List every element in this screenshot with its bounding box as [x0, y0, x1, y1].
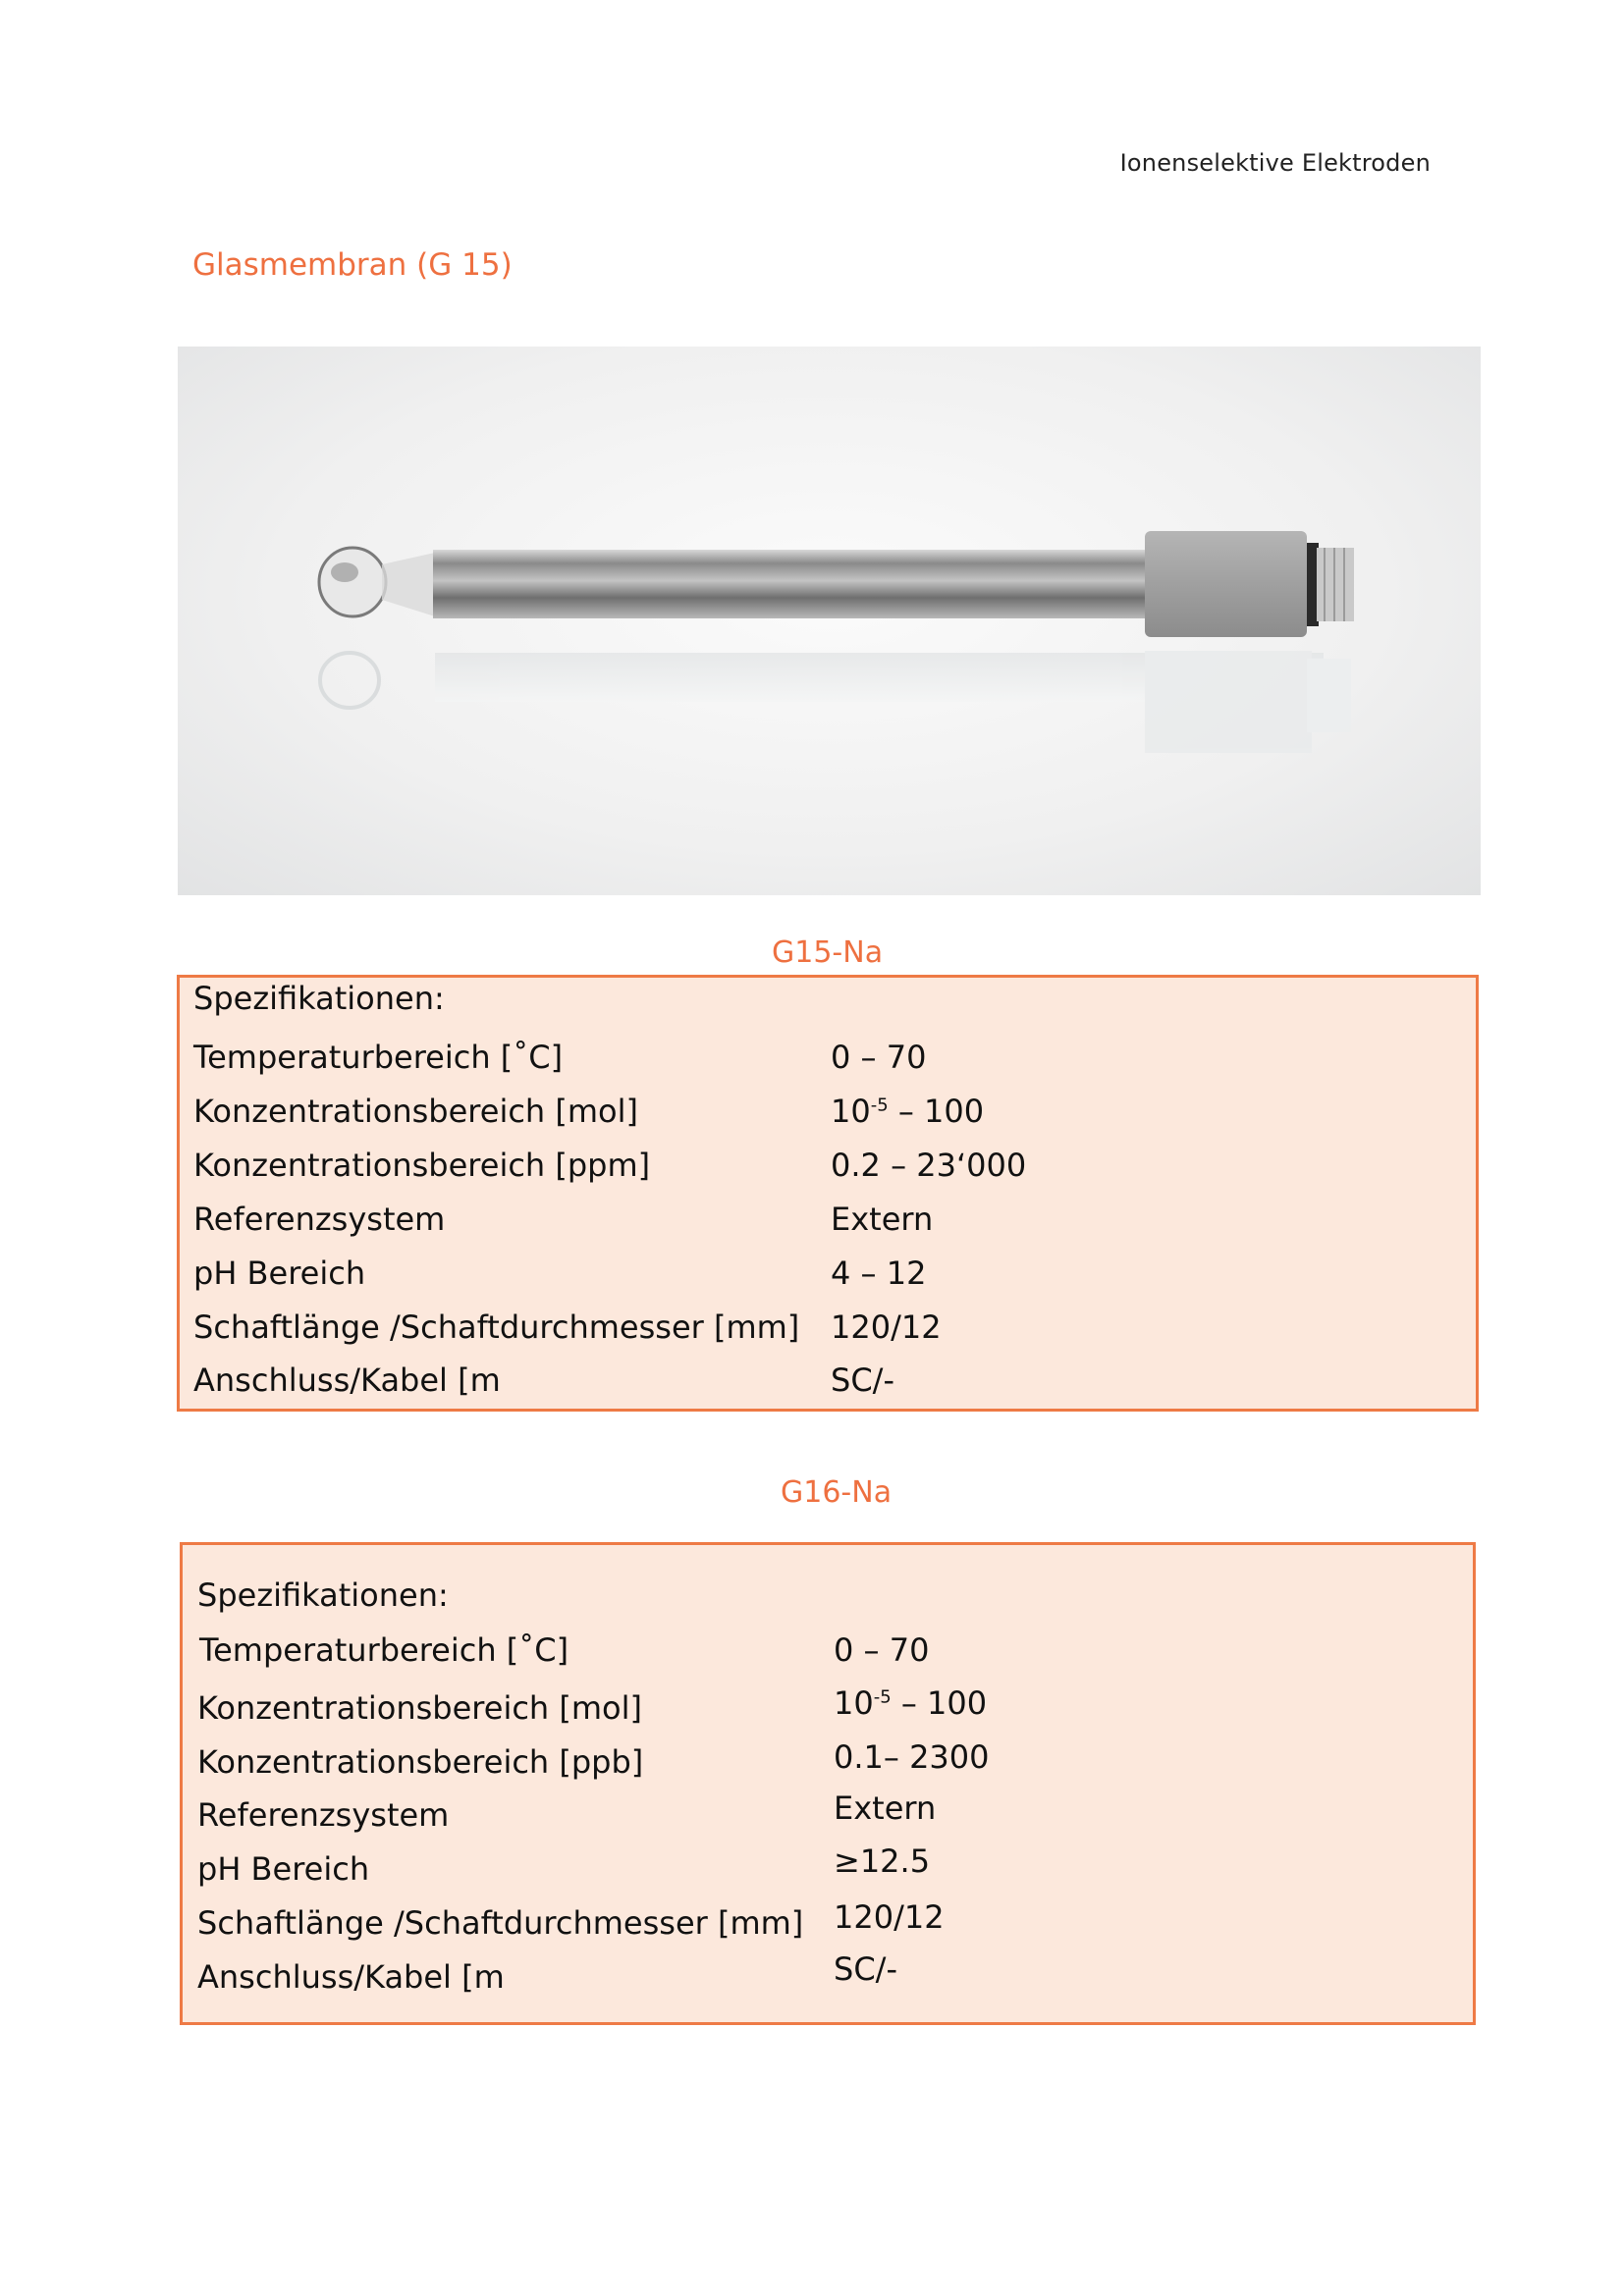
- spec-value: $10^{-5} - 100$: [831, 1093, 985, 1130]
- spec-value: 120/12: [831, 1308, 942, 1346]
- spec-label: pH Bereich: [193, 1255, 366, 1292]
- spec-value: 4 – 12: [831, 1255, 927, 1292]
- spec-heading: Spezifikationen:: [193, 980, 445, 1017]
- spec-value: 0 – 70: [834, 1631, 930, 1669]
- spec-value: SC/-: [834, 1950, 897, 1988]
- spec-row: [193, 1147, 1027, 1184]
- spec-row: [197, 1738, 990, 1781]
- spec-label: Konzentrationsbereich [ppm]: [193, 1147, 651, 1184]
- spec-label: Temperaturbereich [˚C]: [199, 1631, 569, 1669]
- spec-row: [197, 1684, 988, 1727]
- reflection: [320, 651, 1351, 753]
- spec-row: [193, 1362, 894, 1399]
- spec-row: [193, 1039, 927, 1076]
- spec-row: [197, 1789, 937, 1834]
- spec-heading: Spezifikationen:: [197, 1576, 449, 1614]
- spec-row: [197, 1950, 897, 1996]
- spec-row: [193, 1201, 934, 1238]
- spec-row: [197, 1842, 931, 1888]
- product-title: G16-Na: [781, 1475, 893, 1510]
- spec-value: Extern: [834, 1789, 937, 1827]
- spec-value: 0.2 – 23‘000: [831, 1147, 1027, 1184]
- electrode-illustration: [178, 347, 1481, 895]
- product-title: G15-Na: [772, 935, 884, 970]
- spec-row: [193, 1093, 985, 1130]
- spec-row: [193, 1255, 927, 1292]
- spec-value: Extern: [831, 1201, 934, 1238]
- spec-box: [177, 975, 1479, 1412]
- section-title: Glasmembran (G 15): [192, 247, 513, 283]
- spec-label: Schaftlänge /Schaftdurchmesser [mm]: [197, 1904, 804, 1942]
- spec-label: Referenzsystem: [197, 1796, 450, 1834]
- spec-value: 120/12: [834, 1898, 945, 1936]
- spec-value: SC/-: [831, 1362, 894, 1399]
- electrode-photo: [178, 347, 1481, 895]
- spec-label: Temperaturbereich [˚C]: [193, 1039, 564, 1076]
- spec-box: [180, 1542, 1476, 2025]
- spec-label: Schaftlänge /Schaftdurchmesser [mm]: [193, 1308, 800, 1346]
- glass-bulb: [319, 548, 386, 616]
- electrode-cap: [1145, 531, 1307, 637]
- spec-row: [199, 1631, 930, 1669]
- spec-value: 0 – 70: [831, 1039, 927, 1076]
- spec-value: ≥12.5: [834, 1842, 931, 1880]
- spec-label: Anschluss/Kabel [m: [197, 1958, 505, 1996]
- spec-label: Konzentrationsbereich [mol]: [193, 1093, 638, 1130]
- spec-value: 0.1– 2300: [834, 1738, 990, 1776]
- electrode-shaft: [433, 550, 1148, 618]
- running-header: Ionenselektive Elektroden: [1119, 149, 1431, 177]
- spec-row: [197, 1898, 945, 1942]
- spec-label: Anschluss/Kabel [m: [193, 1362, 501, 1399]
- spec-label: Referenzsystem: [193, 1201, 446, 1238]
- spec-value: $10^{-5} - 100$: [834, 1684, 988, 1722]
- spec-label: Konzentrationsbereich [mol]: [197, 1689, 642, 1727]
- spec-label: Konzentrationsbereich [ppb]: [197, 1743, 644, 1781]
- spec-label: pH Bereich: [197, 1850, 370, 1888]
- spec-row: [193, 1308, 942, 1346]
